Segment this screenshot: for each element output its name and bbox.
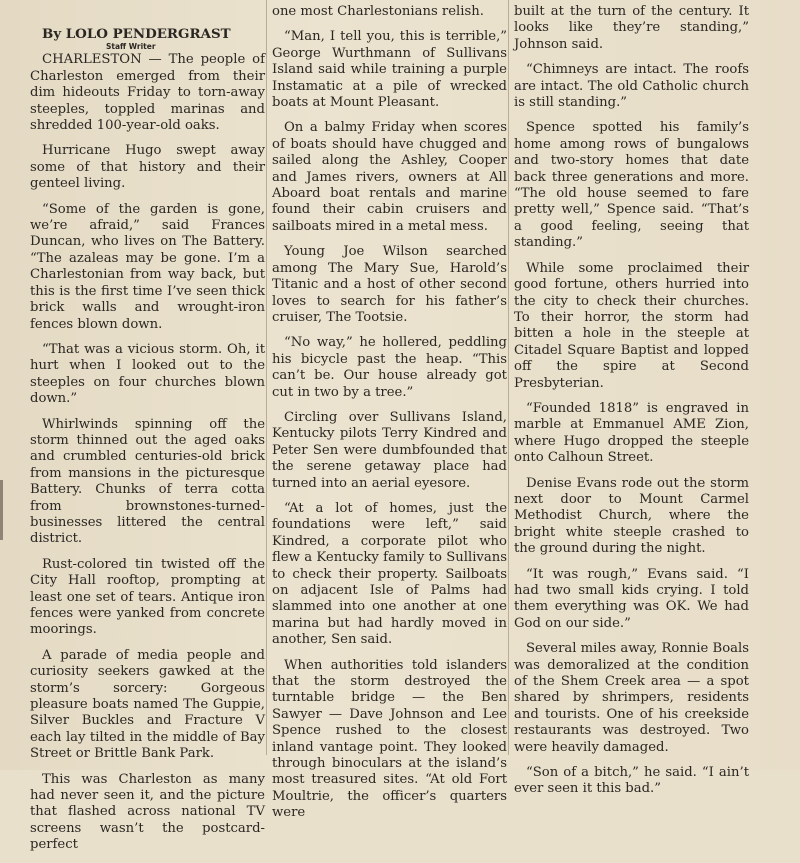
paragraph: Rust-colored tin twisted off the City Hall rooftop, prompting at least one set of tears. Antique iron fences were yanked from concrete moorings.: [30, 556, 265, 638]
paragraph: “Son of a bitch,” he said. “I ain’t ever seen it this bad.”: [514, 765, 749, 797]
paragraph: On a balmy Friday when scores of boats should have chugged and sailed along the Ashley, Cooper and James rivers, owners at All Aboard boat rentals and marine found their cabin cruisers and sailboats mired in a metal mess.: [272, 120, 507, 234]
paragraph: Spence spotted his family’s home among rows of bungalows and two-story homes that date back three generations and more. “The old house seemed to fare pretty well,” Spence said. “That’s a good feeling, seeing that standing.”: [514, 120, 749, 251]
byline: By LOLO PENDERGRAST: [42, 26, 231, 42]
paragraph: CHARLESTON — The people of Charleston emerged from their dim hideouts Friday to torn-away steeples, toppled marinas and shredded 100-year-old oaks.: [30, 52, 265, 134]
paragraph: Hurricane Hugo swept away some of that history and their genteel living.: [30, 143, 265, 192]
paragraph: “That was a vicious storm. Oh, it hurt when I looked out to the steeples on four churches blown down.”: [30, 341, 265, 407]
column-rule: [508, 0, 509, 755]
paragraph: A parade of media people and curiosity seekers gawked at the storm’s sorcery: Gorgeous pleasure boats named The Guppie, Silver Buckles and Fracture V each lay tilted in the middle of Bay Street or Brittle Bank Park.: [30, 647, 265, 762]
byline-title: Staff Writer: [106, 42, 156, 52]
paragraph: Several miles away, Ronnie Boals was demoralized at the condition of the Shem Creek area — a spot shared by shrimpers, residents and tourists. One of his creekside restaurants was destroyed. Two were heavily damaged.: [514, 641, 750, 755]
paragraph: “At a lot of homes, just the foundations were left,” said Kindred, a corporate pilot who flew a Kentucky family to Sullivans to check their property. Sailboats on adjacent Isle of Palms had slammed into one another at one marina but had hardly moved in another, Sen said.: [272, 500, 507, 648]
article-column-2: [272, 4, 507, 831]
paragraph: “Some of the garden is gone, we’re afraid,” said Frances Duncan, who lives on The Battery. “The azaleas may be gone. I’m a Charlestonian from way back, but this is the first time I’ve seen thick brick walls and wrought-iron fences blown down.: [30, 201, 265, 332]
article-column-1: [30, 4, 265, 863]
paragraph: This was Charleston as many had never seen it, and the picture that flashed across national TV screens wasn’t the postcard-perfect: [30, 771, 265, 853]
paragraph: built at the turn of the century. It looks like they’re standing,” Johnson said.: [514, 4, 749, 52]
paragraph: one most Charlestonians relish.: [272, 4, 484, 19]
page-edge-mark: [0, 480, 3, 540]
paragraph: “Man, I tell you, this is terrible,” George Wurthmann of Sullivans Island said while training a purple Instamatic at a pile of wrecked boats at Mount Pleasant.: [272, 29, 507, 111]
paragraph: Denise Evans rode out the storm next door to Mount Carmel Methodist Church, where the bright white steeple crashed to the ground during the night.: [514, 475, 749, 557]
paragraph: “Founded 1818” is engraved in marble at Emmanuel AME Zion, where Hugo dropped the steeple onto Calhoun Street.: [514, 400, 749, 466]
column-rule: [266, 0, 267, 755]
paragraph: Whirlwinds spinning off the storm thinned out the aged oaks and crumbled centuries-old brick from mansions in the picturesque Battery. Chunks of terra cotta from brownstones-turned-businesses littered the central district.: [30, 416, 265, 547]
article-column-3: [514, 4, 749, 807]
paragraph: When authorities told islanders that the storm destroyed the turntable bridge — the Ben Sawyer — Dave Johnson and Lee Spence rushed to the closest inland vantage point. They looked through binoculars at the island’s most treasured sites. “At old Fort Moultrie, the officer’s quarters were: [272, 657, 507, 821]
paragraph: “Chimneys are intact. The roofs are intact. The old Catholic church is still standing.”: [514, 62, 749, 111]
paragraph: “No way,” he hollered, peddling his bicycle past the heap. “This can’t be. Our house already got cut in two by a tree.”: [272, 335, 507, 400]
paragraph: “It was rough,” Evans said. “I had two small kids crying. I told them everything was OK. We had God on our side.”: [514, 566, 749, 631]
paragraph: Young Joe Wilson searched among The Mary Sue, Harold’s Titanic and a host of other second loves to search for his father’s cruiser, The Tootsie.: [272, 244, 507, 325]
paragraph: While some proclaimed their good fortune, others hurried into the city to check their churches. To their horror, the storm had bitten a hole in the steeple at Citadel Square Baptist and lopped off the spire at Second Presbyterian.: [514, 260, 749, 391]
paragraph: Circling over Sullivans Island, Kentucky pilots Terry Kindred and Peter Sen were dumbfounded that the serene getaway place had turned into an aerial eyesore.: [272, 409, 507, 491]
